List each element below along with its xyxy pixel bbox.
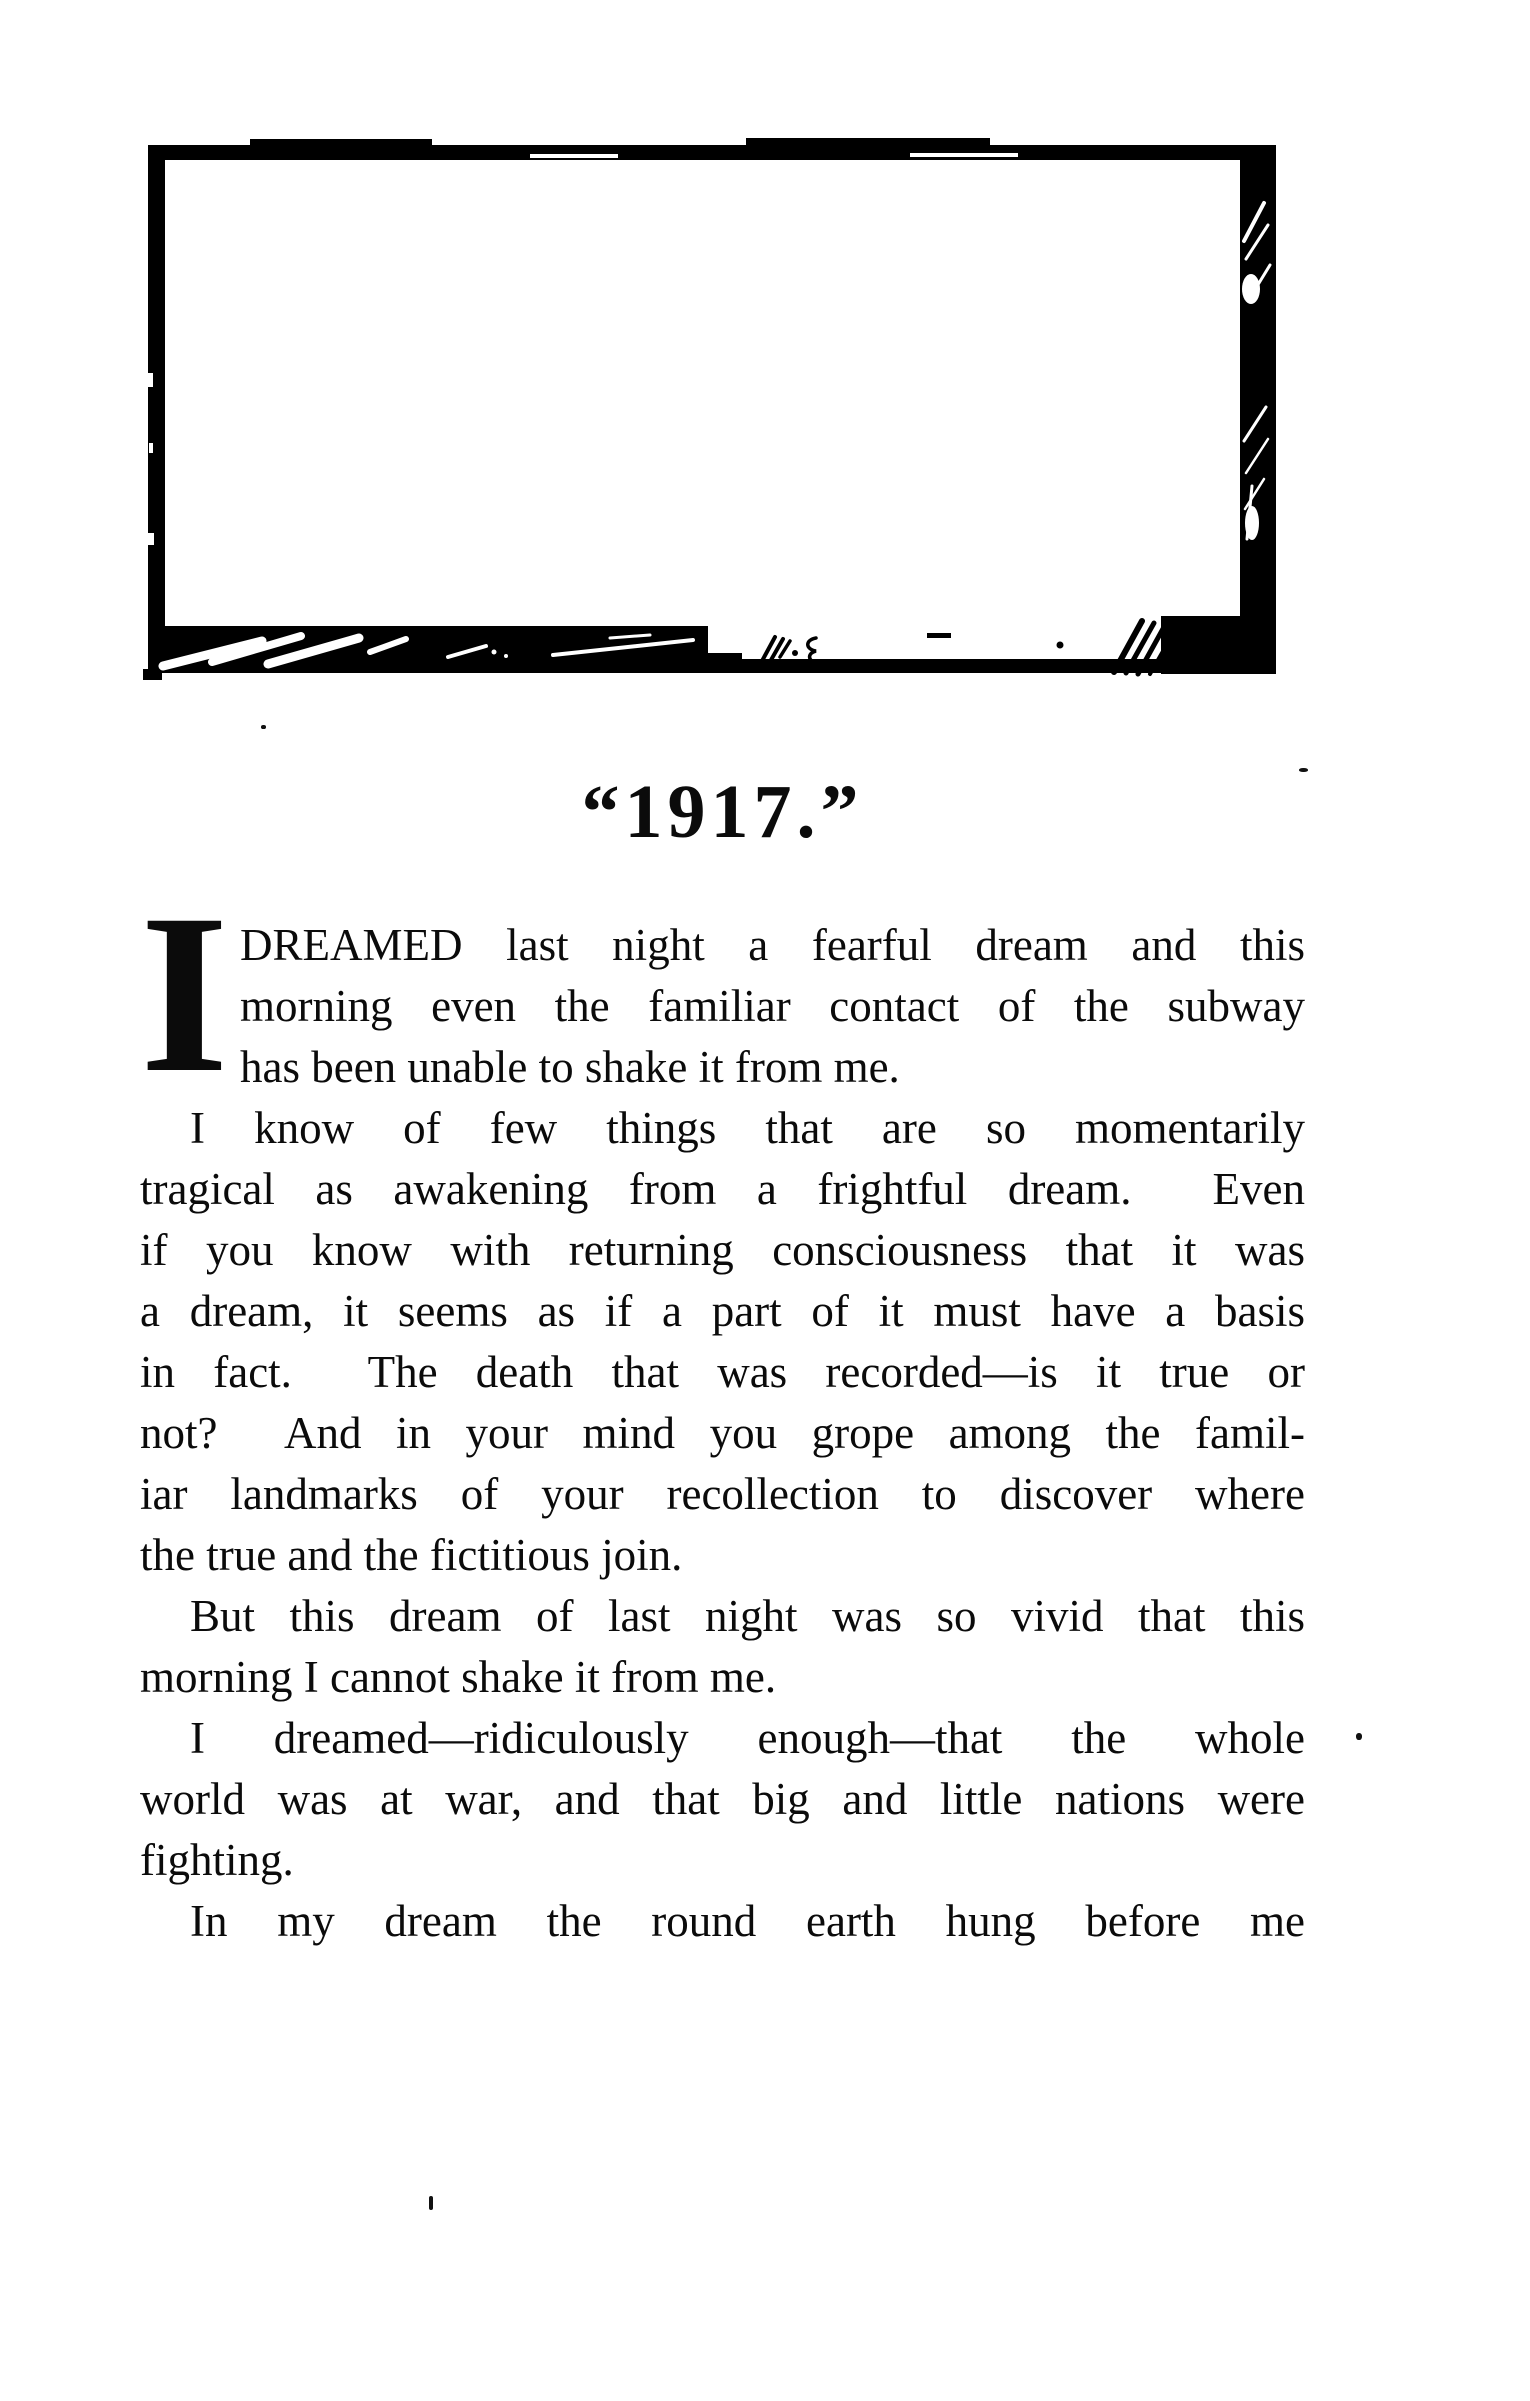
ink-speck — [261, 725, 266, 729]
text-line: has been unable to shake it from me. — [240, 1042, 900, 1092]
text-line: iar landmarks of your recollection to discover where — [140, 1469, 1305, 1519]
ink-speck — [1356, 1733, 1362, 1740]
text-line: morning I cannot shake it from me. — [140, 1652, 777, 1702]
text-line: But this dream of last night was so vivid that this — [190, 1591, 1305, 1641]
ink-speck — [429, 2196, 433, 2210]
illustration-plate — [148, 141, 1276, 686]
woodcut-frame-illustration — [148, 141, 1276, 686]
text-line: I know of few things that are so momentarily — [190, 1103, 1305, 1153]
text-line: morning even the familiar contact of the subway — [240, 981, 1305, 1031]
text-line: a dream, it seems as if a part of it must have a basis — [140, 1286, 1305, 1336]
drop-cap: I — [140, 868, 229, 1120]
text-line: in fact. The death that was recorded—is it true or — [140, 1347, 1305, 1397]
text-line: the true and the fictitious join. — [140, 1530, 683, 1580]
text-line: if you know with returning consciousness that it was — [140, 1225, 1305, 1275]
text-line: world was at war, and that big and little nations were — [140, 1774, 1305, 1824]
chapter-title: “1917.” — [581, 770, 864, 854]
text-line: fighting. — [140, 1835, 294, 1885]
text-line: tragical as awakening from a frightful dream. Even — [140, 1164, 1305, 1214]
text-line: not? And in your mind you grope among the famil- — [140, 1408, 1305, 1458]
text-line: In my dream the round earth hung before me — [190, 1896, 1305, 1946]
text-line: IDREAMED last night a fearful dream and this — [140, 868, 1305, 1120]
text-line: I dreamed—ridiculously enough—that the whole — [190, 1713, 1305, 1763]
body-text — [140, 868, 1305, 1952]
